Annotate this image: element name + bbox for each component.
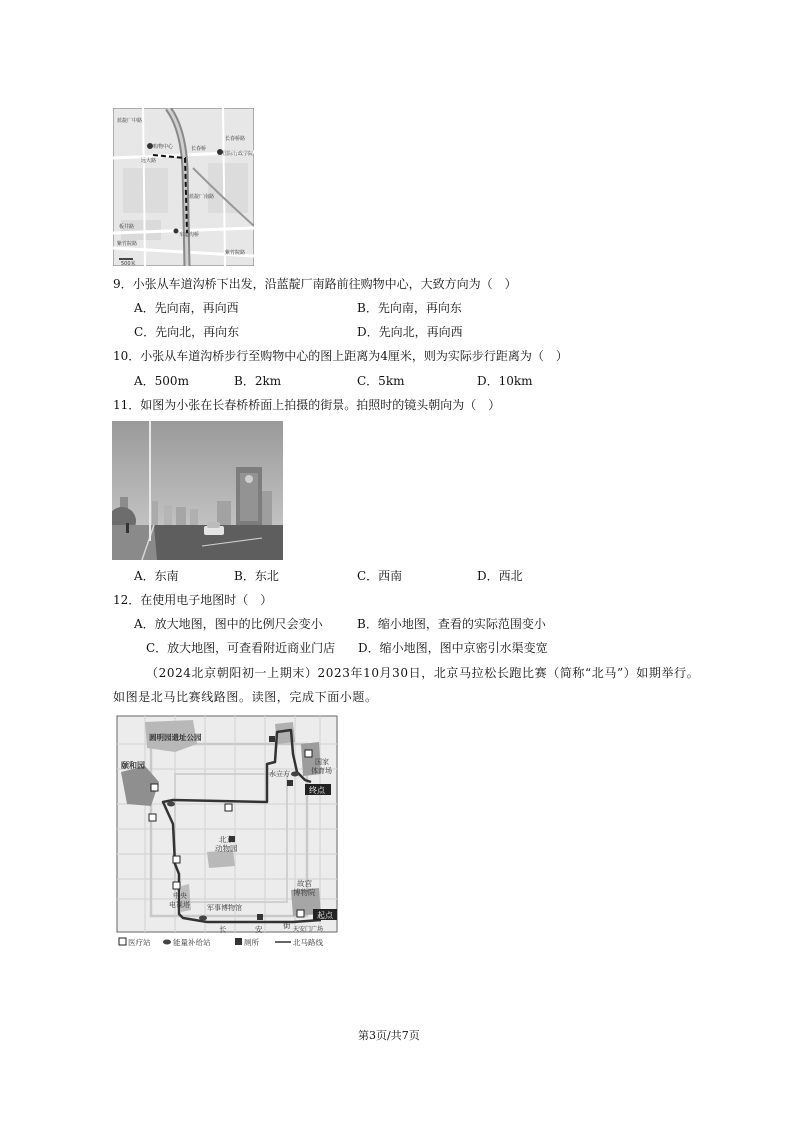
label-school: 国际行政学院 xyxy=(223,151,254,157)
legend-toilet: 厕所 xyxy=(244,938,259,947)
label-shanghai-road: 远大路 xyxy=(141,158,157,164)
label-start: 起点 xyxy=(317,911,333,920)
label-changan-2: 安 xyxy=(255,925,263,934)
question-11-stem: 11．如图为小张在长春桥桥面上拍摄的街景。拍照时的镜头朝向为（ ） xyxy=(113,398,501,412)
legend-medical-icon xyxy=(119,938,126,945)
legend-energy-icon xyxy=(163,940,171,945)
marathon-route-map-svg xyxy=(115,714,339,950)
question-9-option-c[interactable]: C．先向北，再向东 xyxy=(134,325,240,339)
question-11-option-b[interactable]: B．东北 xyxy=(234,569,279,583)
energy-station-icon xyxy=(291,772,299,777)
label-scale: 500米 xyxy=(121,261,136,266)
legend-route: 北马路线 xyxy=(293,938,323,947)
legend-toilet-icon xyxy=(235,938,242,945)
medical-station-icon xyxy=(225,804,232,811)
medical-station-icon xyxy=(297,910,304,917)
question-10-option-a[interactable]: A．500m xyxy=(134,374,189,388)
label-bridge: 车道沟桥 xyxy=(179,232,200,238)
legend-medical: 医疗站 xyxy=(128,938,151,947)
label-yuanda-road: 板井路 xyxy=(119,224,135,230)
question-10-stem: 10．小张从车道沟桥步行至购物中心的图上距离为4厘米，则为实际步行距离为（ ） xyxy=(113,349,568,363)
label-palace-1: 故宫 xyxy=(297,879,312,888)
marathon-route-map xyxy=(115,714,339,950)
label-cctv-1: 中央 xyxy=(173,892,187,900)
medical-station-icon xyxy=(173,856,180,863)
label-yiheyuan: 颐和园 xyxy=(121,761,145,770)
street-photo-svg xyxy=(112,421,283,560)
intro-line-1: （2024北京朝阳初一上期末）2023年10月30日，北京马拉松长跑比赛（简称“北马”）如期举行。 xyxy=(146,666,700,680)
label-stadium-1: 国家 xyxy=(315,758,329,766)
page-number: 第3页/共7页 xyxy=(358,1029,420,1042)
label-lanbian-road: 蓝靛厂南路 xyxy=(189,194,215,200)
label-changchun-bridge-road: 长春桥路 xyxy=(225,136,246,142)
label-zoo-1: 北京 xyxy=(219,835,234,844)
question-12-option-c[interactable]: C．放大地图，可查看附近商业门店 xyxy=(146,641,336,655)
question-11-option-a[interactable]: A．东南 xyxy=(134,569,179,583)
medical-station-icon xyxy=(149,814,156,821)
toilet-icon xyxy=(287,780,293,786)
legend-energy: 能量补给站 xyxy=(173,938,211,947)
label-shuilifang: 水立方 xyxy=(269,770,290,778)
toilet-icon xyxy=(269,736,275,742)
label-road-right: 紫竹院路 xyxy=(225,250,246,256)
label-zoo-2: 动物园 xyxy=(215,844,238,853)
label-palace-2: 博物院 xyxy=(293,888,316,897)
question-11-option-d[interactable]: D．西北 xyxy=(477,569,523,583)
label-changan-1: 长 xyxy=(219,925,227,934)
label-stadium-2: 体育场 xyxy=(311,767,332,775)
question-9-option-d[interactable]: D．先向北，再向西 xyxy=(357,325,463,339)
bridge-marker-icon xyxy=(174,229,179,234)
energy-station-icon xyxy=(167,802,175,807)
district-map xyxy=(113,108,254,266)
label-cctv-2: 电视塔 xyxy=(169,901,190,909)
question-10-option-c[interactable]: C．5km xyxy=(357,374,405,388)
question-12-stem: 12．在使用电子地图时（ ） xyxy=(113,593,273,607)
label-mall: 购物中心 xyxy=(153,144,174,150)
energy-station-icon xyxy=(199,916,207,921)
district-map-svg xyxy=(113,108,254,266)
question-9-option-a[interactable]: A．先向南，再向西 xyxy=(134,301,239,315)
medical-station-icon xyxy=(151,784,158,791)
label-changan-3: 街 xyxy=(283,921,291,930)
label-road-left: 紫竹院路 xyxy=(117,241,138,247)
label-changchun-bridge: 长春桥 xyxy=(191,146,207,152)
question-12-option-a[interactable]: A．放大地图，图中的比例尺会变小 xyxy=(134,617,323,631)
question-12-option-d[interactable]: D．缩小地图，图中京密引水渠变宽 xyxy=(358,641,548,655)
label-military-museum: 军事博物馆 xyxy=(207,904,242,912)
question-9-option-b[interactable]: B．先向南，再向东 xyxy=(357,301,462,315)
label-yuanmingyuan: 圆明园遗址公园 xyxy=(149,733,202,742)
intro-line-2: 如图是北马比赛线路图。读图，完成下面小题。 xyxy=(113,690,378,704)
label-finish: 终点 xyxy=(309,786,325,795)
question-9-stem: 9．小张从车道沟桥下出发，沿蓝靛厂南路前往购物中心，大致方向为（ ） xyxy=(113,277,517,291)
label-tiananmen: 天安门广场 xyxy=(293,926,324,933)
toilet-icon xyxy=(257,914,263,920)
question-10-option-b[interactable]: B．2km xyxy=(234,374,282,388)
question-10-option-d[interactable]: D．10km xyxy=(477,374,533,388)
medical-station-icon xyxy=(173,882,180,889)
label-north-road: 蓝靛厂中路 xyxy=(117,118,143,124)
medical-station-icon xyxy=(305,750,312,757)
question-12-option-b[interactable]: B．缩小地图，查看的实际范围变小 xyxy=(357,617,546,631)
question-11-option-c[interactable]: C．西南 xyxy=(357,569,403,583)
street-photo xyxy=(112,421,283,560)
